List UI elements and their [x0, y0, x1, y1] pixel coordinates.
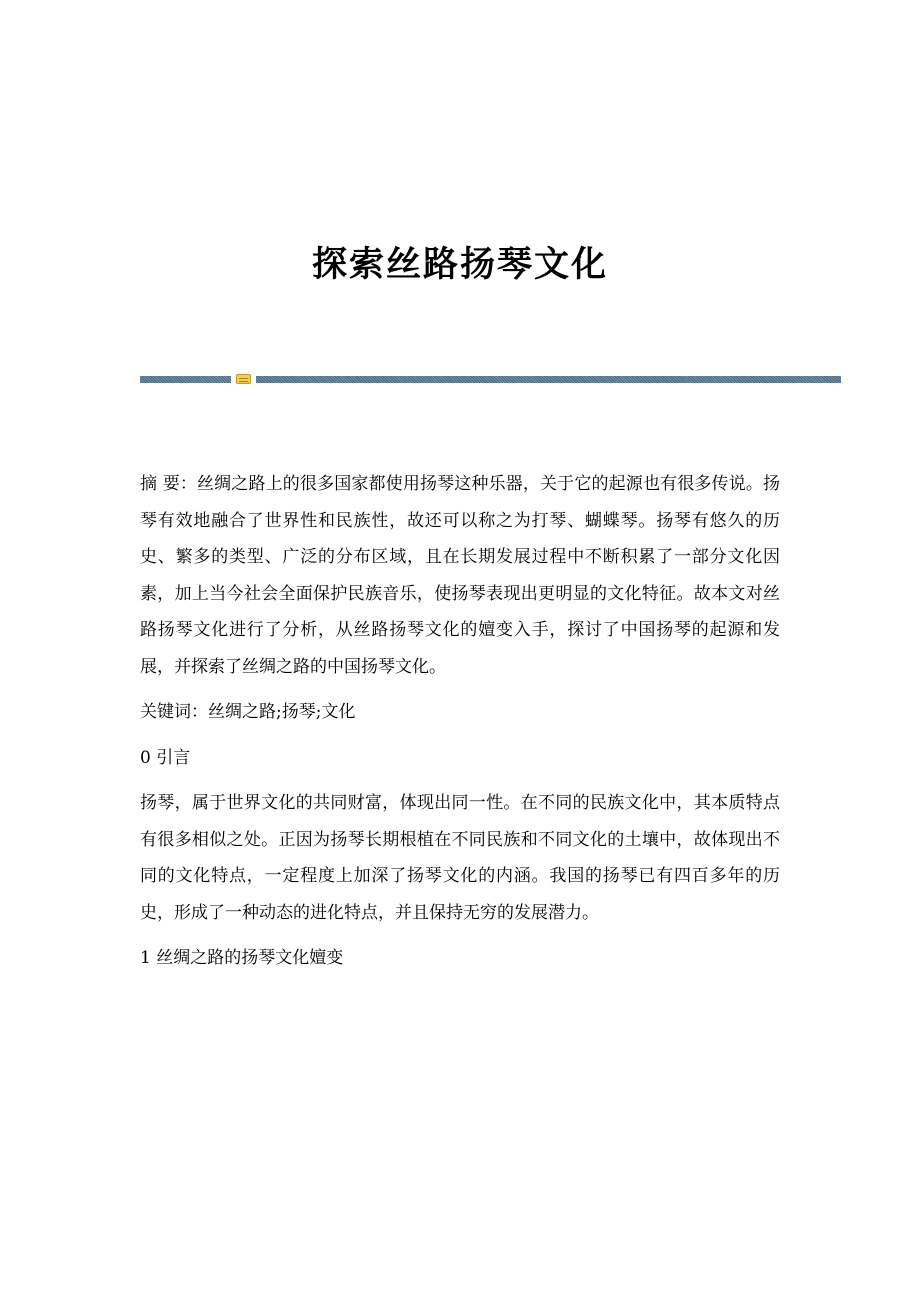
divider-bar-right	[256, 376, 841, 383]
section-0-paragraph: 扬琴，属于世界文化的共同财富，体现出同一性。在不同的民族文化中，其本质特点有很多相似之处。正因为扬琴长期根植在不同民族和不同文化的土壤中，故体现出不同的文化特点，一定程度上加深了扬琴文化的内涵。我国的扬琴已有四百多年的历史，形成了一种动态的进化特点，并且保持无穷的发展潜力。	[140, 793, 780, 923]
section-0-heading: 0 引言	[140, 747, 191, 768]
divider-bar-left	[140, 376, 231, 383]
title-divider	[140, 374, 841, 384]
keywords-line: 关键词：丝绸之路;扬琴;文化	[140, 702, 356, 722]
section-1-heading: 1 丝绸之路的扬琴文化嬗变	[140, 948, 344, 968]
divider-ornament-icon	[236, 374, 251, 384]
abstract-paragraph: 摘 要：丝绸之路上的很多国家都使用扬琴这种乐器，关于它的起源也有很多传说。扬琴有效地融合了世界性和民族性，故还可以称之为打琴、蝴蝶琴。扬琴有悠久的历史、繁多的类型、广泛的分布区域，且在长期发展过程中不断积累了一部分文化因素，加上当今社会全面保护民族音乐，使扬琴表现出更明显的文化特征。故本文对丝路扬琴文化进行了分析，从丝路扬琴文化的嬗变入手，探讨了中国扬琴的起源和发展，并探索了丝绸之路的中国扬琴文化。	[140, 474, 780, 677]
document-title: 探索丝路扬琴文化	[311, 245, 608, 286]
document-body	[140, 466, 780, 977]
